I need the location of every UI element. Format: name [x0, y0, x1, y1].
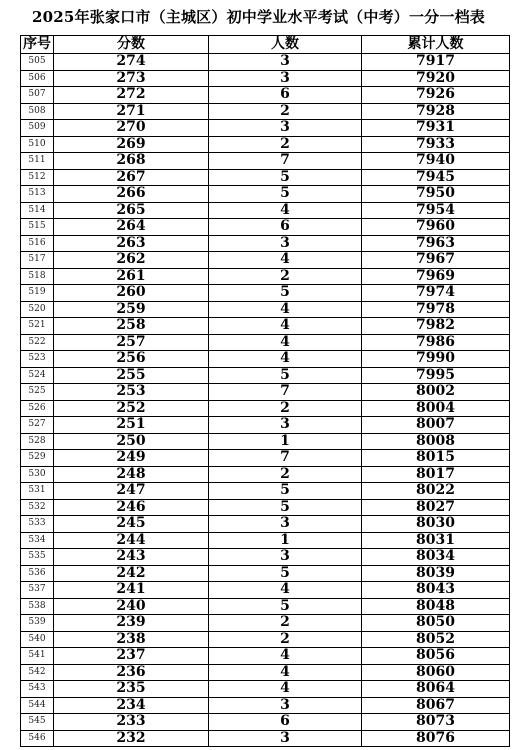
row-index: 507: [21, 87, 54, 104]
cumulative-cell: 7931: [362, 120, 510, 137]
score-distribution-table: [20, 35, 510, 747]
table-row: [21, 664, 510, 681]
header-count: 人数: [209, 36, 362, 54]
row-index: 508: [21, 103, 54, 120]
cumulative-cell: 7933: [362, 136, 510, 153]
row-index: 514: [21, 202, 54, 219]
row-index: 510: [21, 136, 54, 153]
cumulative-cell: 8015: [362, 450, 510, 467]
count-cell: 2: [209, 631, 362, 648]
score-cell: 259: [54, 301, 209, 318]
cumulative-cell: 8048: [362, 598, 510, 615]
cumulative-cell: 7926: [362, 87, 510, 104]
table-row: [21, 384, 510, 401]
count-cell: 3: [209, 54, 362, 71]
cumulative-cell: 8002: [362, 384, 510, 401]
score-cell: 272: [54, 87, 209, 104]
row-index: 517: [21, 252, 54, 269]
count-cell: 4: [209, 334, 362, 351]
count-cell: 3: [209, 417, 362, 434]
table-row: [21, 351, 510, 368]
cumulative-cell: 8056: [362, 648, 510, 665]
table-row: [21, 252, 510, 269]
table-row: [21, 565, 510, 582]
score-cell: 239: [54, 615, 209, 632]
score-cell: 273: [54, 70, 209, 87]
count-cell: 5: [209, 565, 362, 582]
row-index: 518: [21, 268, 54, 285]
row-index: 544: [21, 697, 54, 714]
cumulative-cell: 8060: [362, 664, 510, 681]
score-cell: 271: [54, 103, 209, 120]
row-index: 513: [21, 186, 54, 203]
row-index: 543: [21, 681, 54, 698]
cumulative-cell: 8008: [362, 433, 510, 450]
count-cell: 4: [209, 202, 362, 219]
table-row: [21, 219, 510, 236]
count-cell: 1: [209, 433, 362, 450]
row-index: 535: [21, 549, 54, 566]
row-index: 533: [21, 516, 54, 533]
count-cell: 5: [209, 285, 362, 302]
row-index: 524: [21, 367, 54, 384]
count-cell: 3: [209, 549, 362, 566]
score-cell: 267: [54, 169, 209, 186]
count-cell: 6: [209, 87, 362, 104]
row-index: 515: [21, 219, 54, 236]
score-cell: 252: [54, 400, 209, 417]
cumulative-cell: 7940: [362, 153, 510, 170]
table-row: [21, 681, 510, 698]
score-cell: 238: [54, 631, 209, 648]
page-title: 2025年张家口市（主城区）初中学业水平考试（中考）一分一档表: [32, 8, 485, 26]
score-cell: 234: [54, 697, 209, 714]
cumulative-cell: 8017: [362, 466, 510, 483]
table-row: [21, 367, 510, 384]
table-row: [21, 417, 510, 434]
header-index: 序号: [21, 36, 54, 54]
row-index: 541: [21, 648, 54, 665]
count-cell: 4: [209, 664, 362, 681]
row-index: 522: [21, 334, 54, 351]
table-row: [21, 615, 510, 632]
count-cell: 4: [209, 301, 362, 318]
cumulative-cell: 7928: [362, 103, 510, 120]
score-cell: 242: [54, 565, 209, 582]
count-cell: 3: [209, 516, 362, 533]
row-index: 530: [21, 466, 54, 483]
score-cell: 258: [54, 318, 209, 335]
cumulative-cell: 8050: [362, 615, 510, 632]
table-row: [21, 730, 510, 747]
cumulative-cell: 8039: [362, 565, 510, 582]
cumulative-cell: 7967: [362, 252, 510, 269]
header-cumulative: 累计人数: [362, 36, 510, 54]
score-cell: 235: [54, 681, 209, 698]
count-cell: 2: [209, 268, 362, 285]
row-index: 531: [21, 483, 54, 500]
score-cell: 270: [54, 120, 209, 137]
cumulative-cell: 7974: [362, 285, 510, 302]
row-index: 505: [21, 54, 54, 71]
score-cell: 263: [54, 235, 209, 252]
row-index: 540: [21, 631, 54, 648]
row-index: 534: [21, 532, 54, 549]
count-cell: 4: [209, 582, 362, 599]
count-cell: 2: [209, 400, 362, 417]
score-cell: 262: [54, 252, 209, 269]
row-index: 523: [21, 351, 54, 368]
row-index: 509: [21, 120, 54, 137]
table-row: [21, 169, 510, 186]
count-cell: 4: [209, 681, 362, 698]
count-cell: 4: [209, 648, 362, 665]
score-cell: 264: [54, 219, 209, 236]
table-row: [21, 598, 510, 615]
table-row: [21, 450, 510, 467]
row-index: 529: [21, 450, 54, 467]
score-cell: 266: [54, 186, 209, 203]
score-cell: 260: [54, 285, 209, 302]
row-index: 521: [21, 318, 54, 335]
cumulative-cell: 7963: [362, 235, 510, 252]
row-index: 519: [21, 285, 54, 302]
row-index: 538: [21, 598, 54, 615]
count-cell: 2: [209, 103, 362, 120]
row-index: 545: [21, 714, 54, 731]
row-index: 526: [21, 400, 54, 417]
table-row: [21, 582, 510, 599]
row-index: 539: [21, 615, 54, 632]
count-cell: 2: [209, 466, 362, 483]
score-cell: 243: [54, 549, 209, 566]
cumulative-cell: 7950: [362, 186, 510, 203]
count-cell: 2: [209, 136, 362, 153]
count-cell: 7: [209, 450, 362, 467]
score-cell: 241: [54, 582, 209, 599]
table-row: [21, 70, 510, 87]
score-cell: 247: [54, 483, 209, 500]
score-cell: 233: [54, 714, 209, 731]
count-cell: 3: [209, 70, 362, 87]
cumulative-cell: 7978: [362, 301, 510, 318]
table-row: [21, 532, 510, 549]
score-cell: 256: [54, 351, 209, 368]
table-row: [21, 714, 510, 731]
table-row: [21, 136, 510, 153]
count-cell: 5: [209, 483, 362, 500]
score-cell: 245: [54, 516, 209, 533]
cumulative-cell: 7954: [362, 202, 510, 219]
table-row: [21, 103, 510, 120]
cumulative-cell: 8027: [362, 499, 510, 516]
cumulative-cell: 7945: [362, 169, 510, 186]
row-index: 528: [21, 433, 54, 450]
count-cell: 4: [209, 351, 362, 368]
table-row: [21, 697, 510, 714]
table-row: [21, 483, 510, 500]
cumulative-cell: 7986: [362, 334, 510, 351]
score-cell: 253: [54, 384, 209, 401]
table-row: [21, 516, 510, 533]
score-cell: 265: [54, 202, 209, 219]
cumulative-cell: 8043: [362, 582, 510, 599]
table-row: [21, 466, 510, 483]
cumulative-cell: 7995: [362, 367, 510, 384]
cumulative-cell: 7969: [362, 268, 510, 285]
table-row: [21, 648, 510, 665]
table-header-row: [21, 36, 510, 54]
row-index: 516: [21, 235, 54, 252]
count-cell: 3: [209, 730, 362, 747]
table-row: [21, 153, 510, 170]
score-cell: 249: [54, 450, 209, 467]
cumulative-cell: 7990: [362, 351, 510, 368]
score-cell: 255: [54, 367, 209, 384]
count-cell: 5: [209, 367, 362, 384]
cumulative-cell: 8004: [362, 400, 510, 417]
row-index: 542: [21, 664, 54, 681]
table-row: [21, 631, 510, 648]
score-cell: 237: [54, 648, 209, 665]
cumulative-cell: 7920: [362, 70, 510, 87]
table-row: [21, 301, 510, 318]
cumulative-cell: 8031: [362, 532, 510, 549]
score-cell: 257: [54, 334, 209, 351]
table-row: [21, 120, 510, 137]
table-row: [21, 499, 510, 516]
row-index: 511: [21, 153, 54, 170]
row-index: 512: [21, 169, 54, 186]
score-cell: 240: [54, 598, 209, 615]
table-row: [21, 433, 510, 450]
count-cell: 5: [209, 598, 362, 615]
row-index: 525: [21, 384, 54, 401]
count-cell: 6: [209, 219, 362, 236]
count-cell: 4: [209, 252, 362, 269]
count-cell: 3: [209, 235, 362, 252]
row-index: 532: [21, 499, 54, 516]
cumulative-cell: 8034: [362, 549, 510, 566]
score-cell: 274: [54, 54, 209, 71]
cumulative-cell: 8073: [362, 714, 510, 731]
table-row: [21, 334, 510, 351]
score-cell: 268: [54, 153, 209, 170]
score-cell: 246: [54, 499, 209, 516]
cumulative-cell: 8067: [362, 697, 510, 714]
row-index: 527: [21, 417, 54, 434]
count-cell: 6: [209, 714, 362, 731]
table-row: [21, 87, 510, 104]
score-cell: 232: [54, 730, 209, 747]
cumulative-cell: 8007: [362, 417, 510, 434]
score-cell: 248: [54, 466, 209, 483]
table-row: [21, 400, 510, 417]
cumulative-cell: 8076: [362, 730, 510, 747]
count-cell: 5: [209, 169, 362, 186]
table-row: [21, 235, 510, 252]
count-cell: 5: [209, 499, 362, 516]
cumulative-cell: 8064: [362, 681, 510, 698]
count-cell: 3: [209, 697, 362, 714]
table-row: [21, 285, 510, 302]
row-index: 536: [21, 565, 54, 582]
count-cell: 7: [209, 384, 362, 401]
table-row: [21, 318, 510, 335]
table-body: [21, 54, 510, 747]
count-cell: 3: [209, 120, 362, 137]
table-row: [21, 549, 510, 566]
score-cell: 250: [54, 433, 209, 450]
score-cell: 269: [54, 136, 209, 153]
score-cell: 244: [54, 532, 209, 549]
count-cell: 1: [209, 532, 362, 549]
count-cell: 4: [209, 318, 362, 335]
table-row: [21, 186, 510, 203]
score-cell: 236: [54, 664, 209, 681]
row-index: 546: [21, 730, 54, 747]
count-cell: 2: [209, 615, 362, 632]
table-row: [21, 54, 510, 71]
score-cell: 251: [54, 417, 209, 434]
cumulative-cell: 8030: [362, 516, 510, 533]
cumulative-cell: 8022: [362, 483, 510, 500]
count-cell: 7: [209, 153, 362, 170]
cumulative-cell: 8052: [362, 631, 510, 648]
row-index: 506: [21, 70, 54, 87]
cumulative-cell: 7917: [362, 54, 510, 71]
row-index: 537: [21, 582, 54, 599]
count-cell: 5: [209, 186, 362, 203]
row-index: 520: [21, 301, 54, 318]
table-row: [21, 202, 510, 219]
score-cell: 261: [54, 268, 209, 285]
cumulative-cell: 7960: [362, 219, 510, 236]
table-row: [21, 268, 510, 285]
cumulative-cell: 7982: [362, 318, 510, 335]
header-score: 分数: [54, 36, 209, 54]
